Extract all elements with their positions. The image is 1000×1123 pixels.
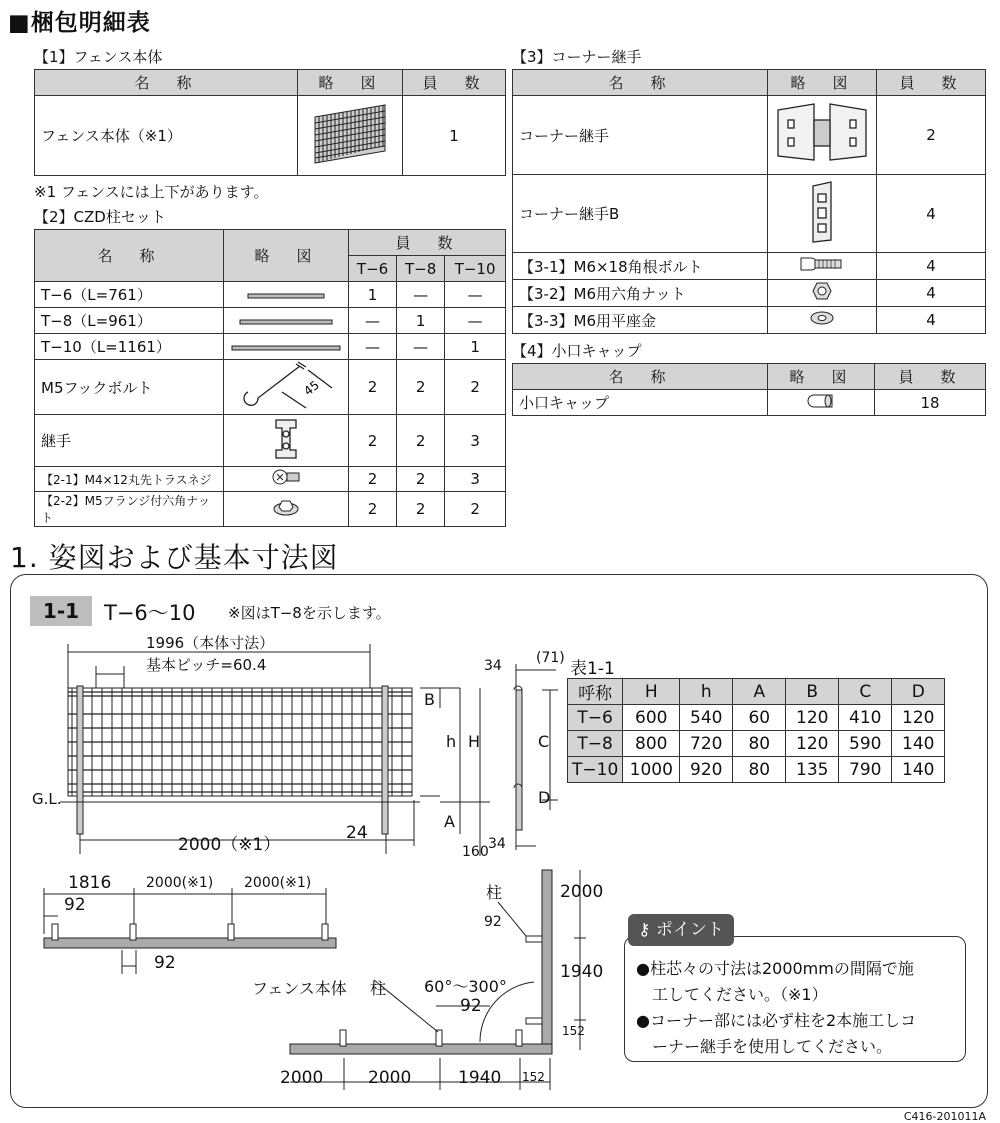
corner-joint-table — [512, 69, 986, 334]
dim-pitch: 基本ピッチ=60.4 — [146, 656, 267, 674]
row-value: 2 — [397, 415, 445, 467]
fence-body-table — [34, 69, 506, 176]
col-figure: 略 図 — [768, 364, 875, 390]
cell: 600 — [623, 705, 680, 731]
row-value: — — [397, 282, 445, 308]
row-name: T−10（L=1161） — [35, 334, 224, 360]
dim-2000-a: 2000(※1) — [146, 875, 214, 891]
cell: 60 — [733, 705, 786, 731]
flange-nut-figure — [224, 492, 349, 527]
row-name: T−8（L=961） — [35, 308, 224, 334]
point-line: ●柱芯々の寸法は2000mmの間隔で施 — [636, 959, 914, 978]
row-value: 1 — [445, 334, 506, 360]
corner-angle-range: 60°〜300° — [424, 977, 507, 996]
corner-dim-152-h: 152 — [522, 1070, 545, 1084]
bolt-length-label: 45 — [301, 377, 322, 399]
corner-dim-1940-v: 1940 — [560, 962, 604, 982]
section-corner-heading: 【3】コーナー継手 — [512, 48, 642, 66]
row-value: 3 — [445, 467, 506, 492]
point-tag-label: ポイント — [655, 920, 724, 940]
row-qty: 4 — [877, 280, 986, 307]
point-tag — [628, 914, 734, 946]
col-qty: 員 数 — [403, 70, 506, 96]
row-value: 2 — [445, 492, 506, 527]
cell: 120 — [786, 731, 839, 757]
dim-2000-b: 2000(※1) — [244, 875, 312, 891]
corner-joint-figure — [768, 96, 877, 175]
col-qty: 員 数 — [349, 230, 506, 256]
page-title: ■梱包明細表 — [8, 10, 151, 36]
row-name: 小口キャップ — [513, 390, 768, 416]
row-name: コーナー継手B — [513, 175, 768, 253]
row-value: 3 — [445, 415, 506, 467]
post-set-table — [34, 229, 506, 527]
cell: 540 — [680, 705, 733, 731]
point-line: ーナー継手を使用してください。 — [636, 1037, 893, 1056]
dim-160: 160 — [462, 844, 489, 860]
dim-92-a: 92 — [64, 895, 86, 915]
label-H: H — [468, 732, 481, 751]
row-value: 2 — [349, 360, 397, 415]
row-value: 2 — [397, 467, 445, 492]
cell: 140 — [892, 731, 945, 757]
dim-total-width: 1996（本体寸法） — [146, 634, 275, 652]
key-icon: ⚷ — [638, 920, 656, 940]
row-name: フェンス本体（※1） — [35, 96, 298, 176]
side-view-drawing — [496, 650, 566, 870]
col-t8: T−8 — [397, 256, 445, 282]
dim-34-top: 34 — [484, 658, 502, 674]
dim-24: 24 — [346, 823, 368, 843]
row-value: — — [445, 308, 506, 334]
row-value: — — [349, 308, 397, 334]
col-C: C — [839, 679, 892, 705]
row-qty: 2 — [877, 96, 986, 175]
cell: 800 — [623, 731, 680, 757]
post-t6-figure — [224, 282, 349, 308]
cell: 790 — [839, 757, 892, 783]
subsection-note: ※図はT−8を示します。 — [228, 604, 391, 622]
point-line: 工してください。（※1） — [636, 985, 828, 1004]
row-name: T−6（L=761） — [35, 282, 224, 308]
corner-joint-b-figure — [768, 175, 877, 253]
row-name: 【2-1】M4×12丸先トラスネジ — [35, 467, 224, 492]
col-qty: 員 数 — [875, 364, 986, 390]
col-name: 名 称 — [35, 230, 224, 282]
label-D: D — [538, 788, 551, 807]
cell: 1000 — [623, 757, 680, 783]
row-model: T−8 — [568, 731, 623, 757]
corner-dim-2000-h1: 2000 — [280, 1068, 324, 1088]
row-qty: 4 — [877, 307, 986, 334]
note-fence-orientation: ※1 フェンスには上下があります。 — [34, 183, 269, 201]
row-name: 【3-2】M6用六角ナット — [513, 280, 768, 307]
corner-fence-body-label: フェンス本体 — [252, 979, 347, 998]
corner-post-label-upper: 柱 — [486, 883, 503, 902]
row-model: T−10 — [568, 757, 623, 783]
hook-bolt-figure — [224, 360, 349, 415]
truss-screw-figure — [224, 467, 349, 492]
label-A: A — [444, 812, 455, 831]
row-value: — — [445, 282, 506, 308]
col-A: A — [733, 679, 786, 705]
row-model: T−6 — [568, 705, 623, 731]
fence-panel-figure — [298, 96, 403, 176]
row-name: M5フックボルト — [35, 360, 224, 415]
cell: 135 — [786, 757, 839, 783]
col-B: B — [786, 679, 839, 705]
cell: 120 — [786, 705, 839, 731]
end-cap-figure — [768, 390, 875, 416]
row-value: 1 — [349, 282, 397, 308]
section-post-set-heading: 【2】CZD柱セット — [34, 208, 166, 226]
dim-1816: 1816 — [68, 873, 112, 893]
col-name: 名 称 — [35, 70, 298, 96]
dim-34-bottom: 34 — [488, 836, 506, 852]
row-name: 継手 — [35, 415, 224, 467]
cell: 120 — [892, 705, 945, 731]
point-line: ●コーナー部には必ず柱を2本施工しコ — [636, 1011, 917, 1030]
cell: 80 — [733, 757, 786, 783]
table-1-1-title: 表1-1 — [570, 659, 615, 679]
label-h: h — [446, 732, 457, 751]
cell: 410 — [839, 705, 892, 731]
col-figure: 略 図 — [224, 230, 349, 282]
row-value: 2 — [349, 415, 397, 467]
cell: 590 — [839, 731, 892, 757]
col-t6: T−6 — [349, 256, 397, 282]
col-name: 名 称 — [513, 364, 768, 390]
section-dimension-heading: 1. 姿図および基本寸法図 — [10, 541, 339, 574]
row-value: 2 — [349, 492, 397, 527]
col-figure: 略 図 — [768, 70, 877, 96]
hex-nut-figure — [768, 280, 877, 307]
row-value: 2 — [349, 467, 397, 492]
row-name: 【3-1】M6×18角根ボルト — [513, 253, 768, 280]
row-name: コーナー継手 — [513, 96, 768, 175]
subsection-title: T−6〜10 — [104, 601, 196, 625]
row-value: — — [397, 334, 445, 360]
col-name: 名 称 — [513, 70, 768, 96]
col-figure: 略 図 — [298, 70, 403, 96]
cell: 80 — [733, 731, 786, 757]
col-D: D — [892, 679, 945, 705]
row-value: 1 — [397, 308, 445, 334]
cell: 720 — [680, 731, 733, 757]
row-name: 【3-3】M6用平座金 — [513, 307, 768, 334]
corner-dim-92-upper: 92 — [484, 914, 502, 930]
col-qty: 員 数 — [877, 70, 986, 96]
corner-dim-152-v: 152 — [562, 1024, 585, 1038]
document-code: C416-201011A — [903, 1110, 986, 1123]
col-model: 呼称 — [568, 679, 623, 705]
washer-figure — [768, 307, 877, 334]
row-qty: 18 — [875, 390, 986, 416]
section-cap-heading: 【4】小口キャップ — [512, 342, 642, 360]
cell: 140 — [892, 757, 945, 783]
cell: 920 — [680, 757, 733, 783]
col-H: H — [623, 679, 680, 705]
row-qty: 1 — [403, 96, 506, 176]
corner-dim-92-lower: 92 — [460, 996, 482, 1016]
row-qty: 4 — [877, 253, 986, 280]
square-bolt-figure — [768, 253, 877, 280]
end-cap-table — [512, 363, 986, 416]
section-fence-heading: 【1】フェンス本体 — [34, 48, 163, 66]
col-t10: T−10 — [445, 256, 506, 282]
label-B: B — [424, 690, 435, 709]
row-value: — — [349, 334, 397, 360]
row-value: 2 — [445, 360, 506, 415]
corner-dim-2000-h2: 2000 — [368, 1068, 412, 1088]
dim-92-b: 92 — [154, 953, 176, 973]
corner-dim-2000-v: 2000 — [560, 882, 604, 902]
point-list — [636, 956, 916, 1060]
subsection-tag: 1-1 — [30, 596, 92, 626]
corner-post-label: 柱 — [370, 979, 387, 998]
ground-level-label: G.L. — [32, 790, 62, 808]
joint-figure — [224, 415, 349, 467]
table-1-1 — [567, 678, 945, 783]
row-value: 2 — [397, 360, 445, 415]
corner-dim-1940-h: 1940 — [458, 1068, 502, 1088]
dim-71: (71) — [536, 650, 565, 666]
row-name: 【2-2】M5フランジ付六角ナット — [35, 492, 224, 527]
post-t10-figure — [224, 334, 349, 360]
row-qty: 4 — [877, 175, 986, 253]
col-h: h — [680, 679, 733, 705]
dim-post-pitch: 2000（※1） — [178, 835, 281, 855]
row-value: 2 — [397, 492, 445, 527]
post-t8-figure — [224, 308, 349, 334]
label-C: C — [538, 732, 550, 751]
